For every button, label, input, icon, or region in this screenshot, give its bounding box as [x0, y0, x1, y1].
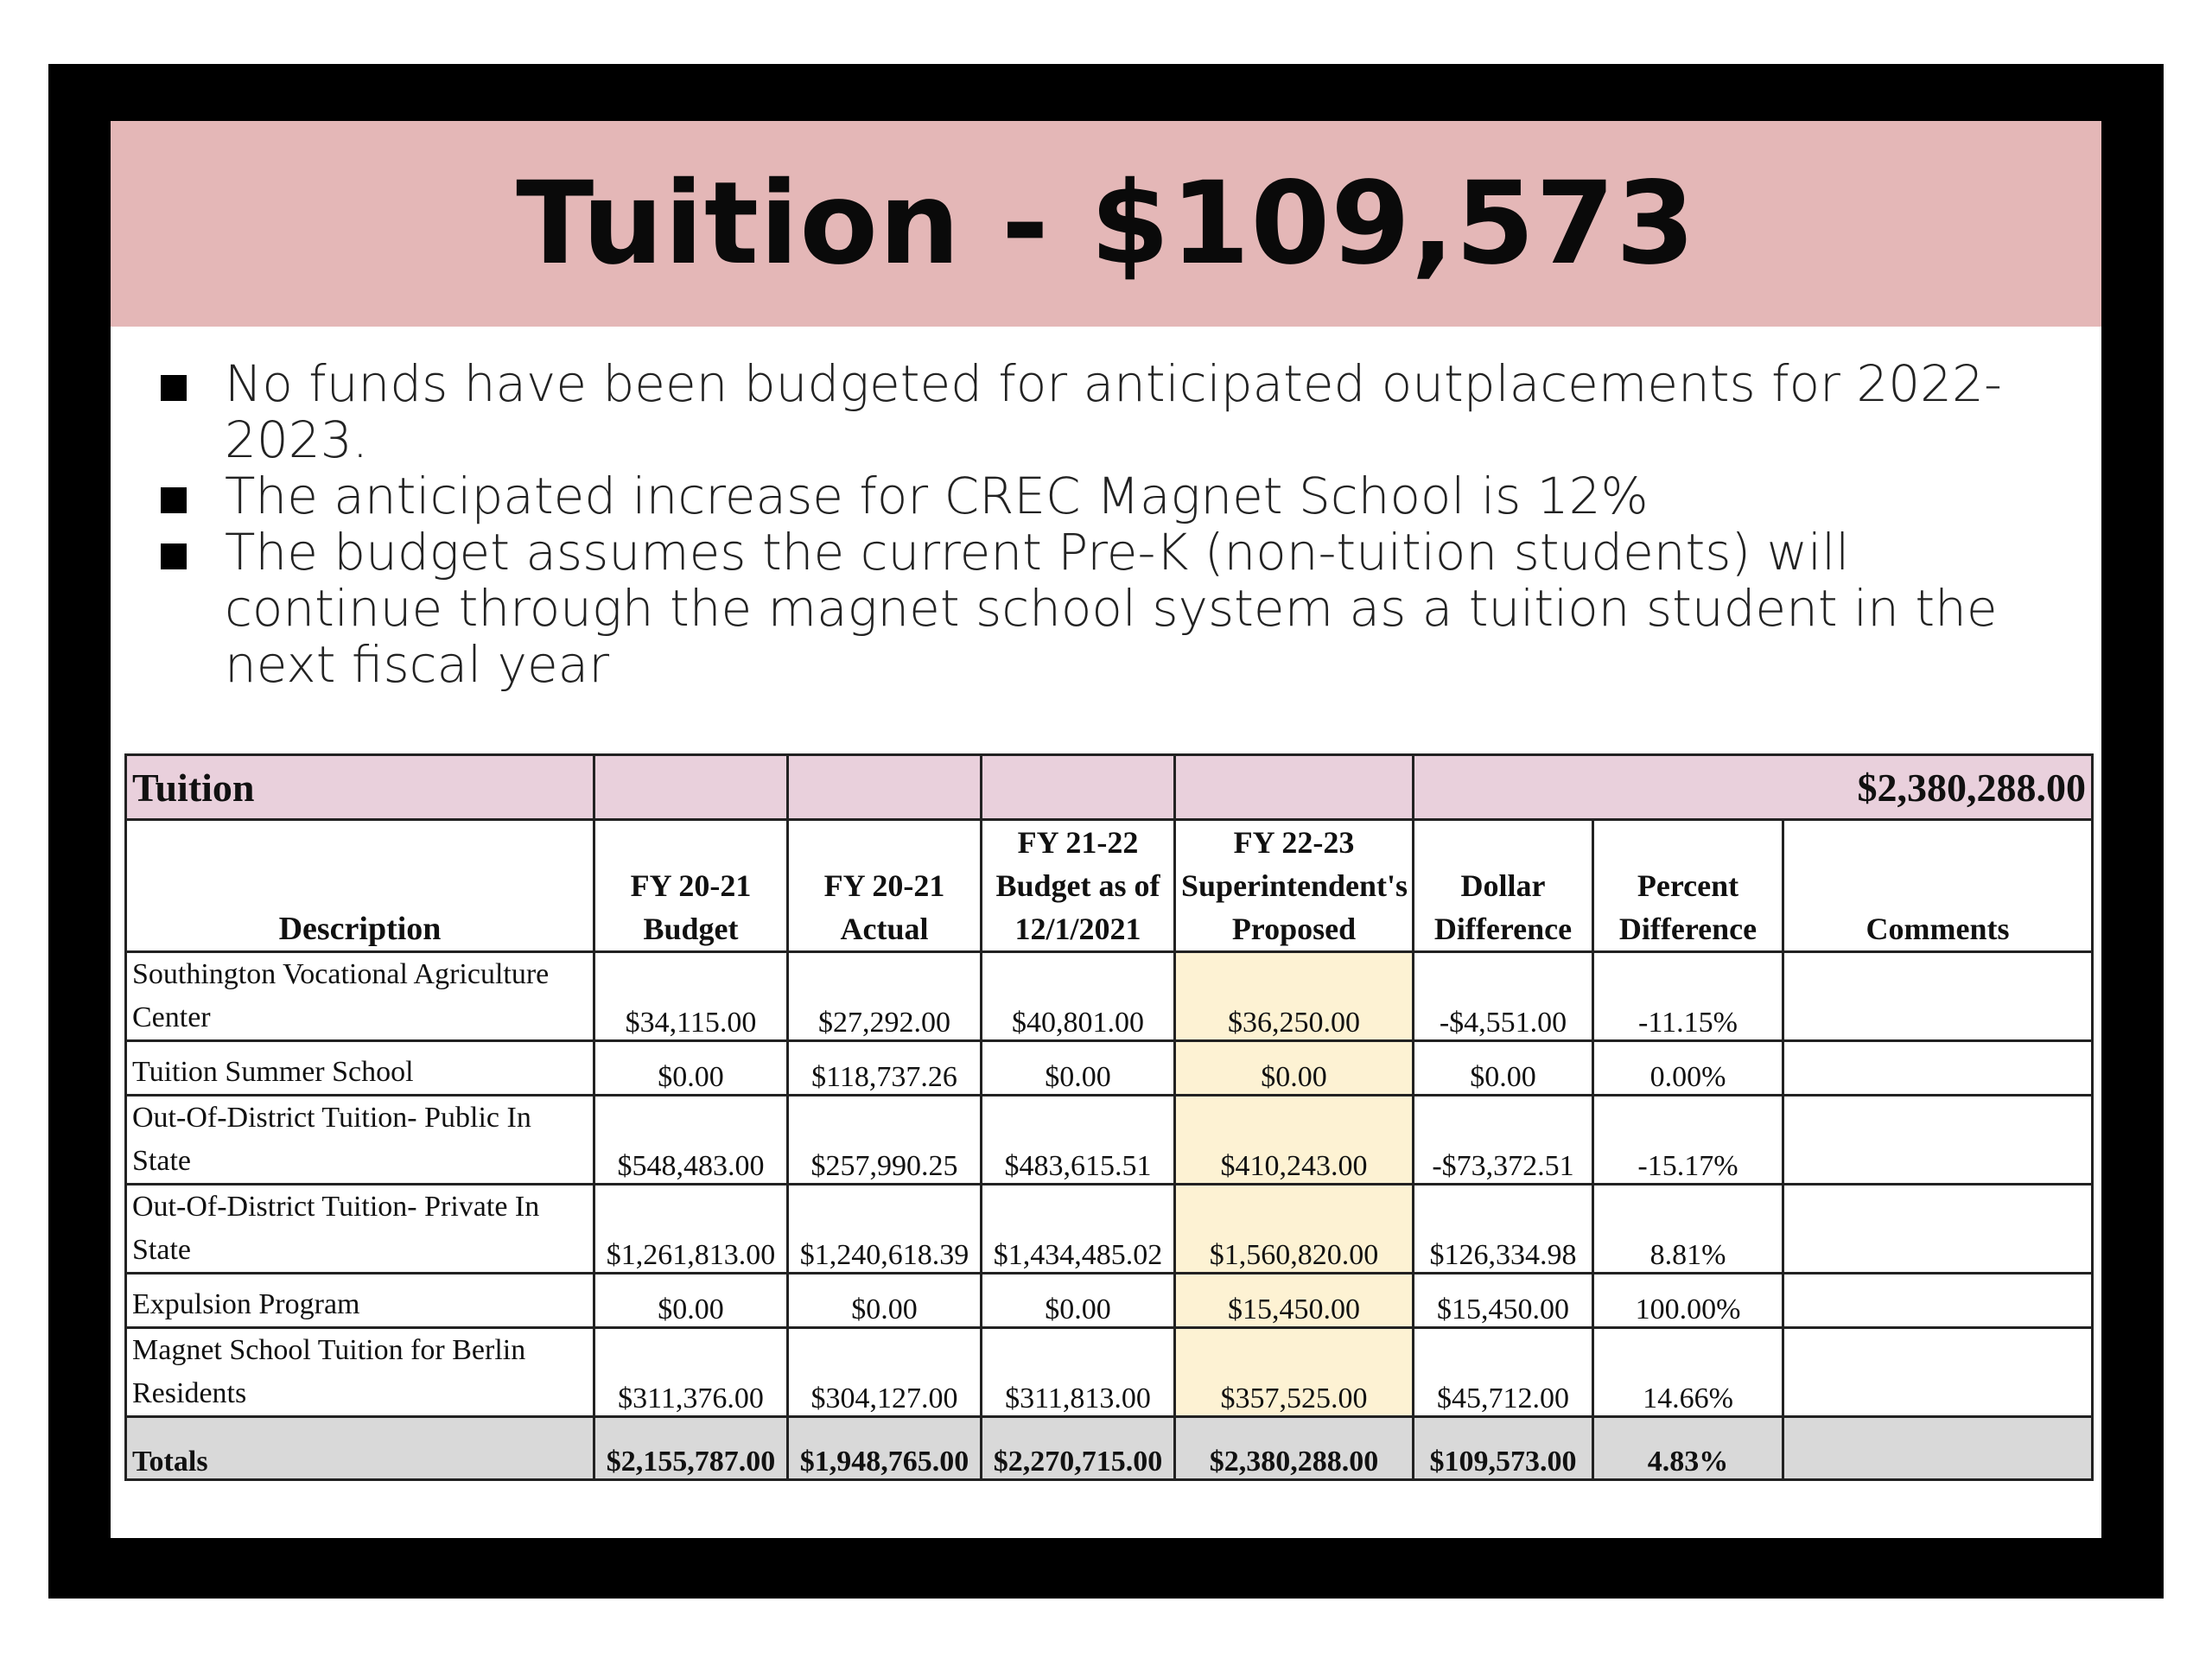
table-cell: -11.15%	[1593, 952, 1783, 1041]
table-cell	[1783, 1041, 2093, 1096]
table-cell	[1783, 1185, 2093, 1274]
tuition-budget-table	[124, 753, 2094, 1481]
table-cell: $0.00	[594, 1274, 788, 1328]
table-cell: $410,243.00	[1175, 1096, 1414, 1185]
table-cell: $34,115.00	[594, 952, 788, 1041]
column-header: FY 22-23 Superintendent's Proposed	[1175, 820, 1414, 952]
table-cell: $311,813.00	[982, 1328, 1175, 1417]
table-cell: $1,261,813.00	[594, 1185, 788, 1274]
row-description: Tuition Summer School	[126, 1041, 594, 1096]
table-cell	[1783, 1328, 2093, 1417]
totals-cell	[1783, 1417, 2093, 1480]
slide-title: Tuition - $109,573	[516, 157, 1696, 290]
section-total: $2,380,288.00	[1414, 755, 2093, 820]
table-cell: 8.81%	[1593, 1185, 1783, 1274]
bullet-list	[152, 356, 2070, 693]
totals-cell: $2,380,288.00	[1175, 1417, 1414, 1480]
table-body	[126, 952, 2093, 1417]
totals-label: Totals	[126, 1417, 594, 1480]
table-row	[126, 952, 2093, 1041]
totals-cell: $1,948,765.00	[788, 1417, 982, 1480]
column-header: Dollar Difference	[1414, 820, 1593, 952]
table-row	[126, 1274, 2093, 1328]
bullet-text: The budget assumes the current Pre-K (non-tuition students) will continue through the magnet school system as a tuition student in the next fiscal year	[225, 523, 1998, 694]
table-cell: -$4,551.00	[1414, 952, 1593, 1041]
table-cell: $304,127.00	[788, 1328, 982, 1417]
table-cell: -$73,372.51	[1414, 1096, 1593, 1185]
table-cell: $1,240,618.39	[788, 1185, 982, 1274]
totals-row	[126, 1417, 2093, 1480]
table-cell: $357,525.00	[1175, 1328, 1414, 1417]
table-row	[126, 1041, 2093, 1096]
column-header: FY 20-21 Budget	[594, 820, 788, 952]
table-cell: $40,801.00	[982, 952, 1175, 1041]
column-header: Percent Difference	[1593, 820, 1783, 952]
table-cell: $0.00	[788, 1274, 982, 1328]
table-cell: $0.00	[594, 1041, 788, 1096]
table-cell: 14.66%	[1593, 1328, 1783, 1417]
title-banner	[111, 121, 2101, 327]
section-header-cell	[982, 755, 1175, 820]
table-cell: $36,250.00	[1175, 952, 1414, 1041]
table-cell: $45,712.00	[1414, 1328, 1593, 1417]
table-row	[126, 1328, 2093, 1417]
table-cell: $483,615.51	[982, 1096, 1175, 1185]
row-description: Expulsion Program	[126, 1274, 594, 1328]
column-header: FY 21-22 Budget as of 12/1/2021	[982, 820, 1175, 952]
table-cell: 100.00%	[1593, 1274, 1783, 1328]
table-cell: 0.00%	[1593, 1041, 1783, 1096]
table-cell: $15,450.00	[1175, 1274, 1414, 1328]
bullet-text: The anticipated increase for CREC Magnet School is 12%	[225, 467, 1649, 525]
row-description: Out-Of-District Tuition- Private In State	[126, 1185, 594, 1274]
table-cell: $126,334.98	[1414, 1185, 1593, 1274]
row-description: Southington Vocational Agriculture Center	[126, 952, 594, 1041]
table-cell: $27,292.00	[788, 952, 982, 1041]
table-cell: $0.00	[982, 1274, 1175, 1328]
section-header-cell	[788, 755, 982, 820]
table-cell: -15.17%	[1593, 1096, 1783, 1185]
bullet-item	[152, 468, 2070, 524]
table-cell	[1783, 1274, 2093, 1328]
table-cell: $311,376.00	[594, 1328, 788, 1417]
column-header: Comments	[1783, 820, 2093, 952]
table-cell: $548,483.00	[594, 1096, 788, 1185]
table-row	[126, 1185, 2093, 1274]
table-cell: $1,560,820.00	[1175, 1185, 1414, 1274]
bullet-item	[152, 356, 2070, 468]
table-cell: $0.00	[982, 1041, 1175, 1096]
section-header-row	[126, 755, 2093, 820]
totals-cell: $2,270,715.00	[982, 1417, 1175, 1480]
square-bullet-icon	[161, 487, 187, 513]
section-label: Tuition	[126, 755, 594, 820]
row-description: Magnet School Tuition for Berlin Residents	[126, 1328, 594, 1417]
table-cell: $0.00	[1175, 1041, 1414, 1096]
column-header-row	[126, 820, 2093, 952]
square-bullet-icon	[161, 543, 187, 569]
table-cell: $15,450.00	[1414, 1274, 1593, 1328]
table-cell: $257,990.25	[788, 1096, 982, 1185]
totals-cell: $2,155,787.00	[594, 1417, 788, 1480]
table-cell	[1783, 952, 2093, 1041]
section-header-cell	[594, 755, 788, 820]
table-cell: $1,434,485.02	[982, 1185, 1175, 1274]
column-header: Description	[126, 820, 594, 952]
bullet-text: No funds have been budgeted for anticipated outplacements for 2022-2023.	[225, 354, 2002, 469]
bullet-item	[152, 524, 2070, 693]
totals-cell: 4.83%	[1593, 1417, 1783, 1480]
table-cell	[1783, 1096, 2093, 1185]
square-bullet-icon	[161, 375, 187, 401]
table-cell: $118,737.26	[788, 1041, 982, 1096]
totals-cell: $109,573.00	[1414, 1417, 1593, 1480]
table-cell: $0.00	[1414, 1041, 1593, 1096]
slide	[111, 121, 2101, 1538]
column-header: FY 20-21 Actual	[788, 820, 982, 952]
table-row	[126, 1096, 2093, 1185]
section-header-cell	[1175, 755, 1414, 820]
row-description: Out-Of-District Tuition- Public In State	[126, 1096, 594, 1185]
